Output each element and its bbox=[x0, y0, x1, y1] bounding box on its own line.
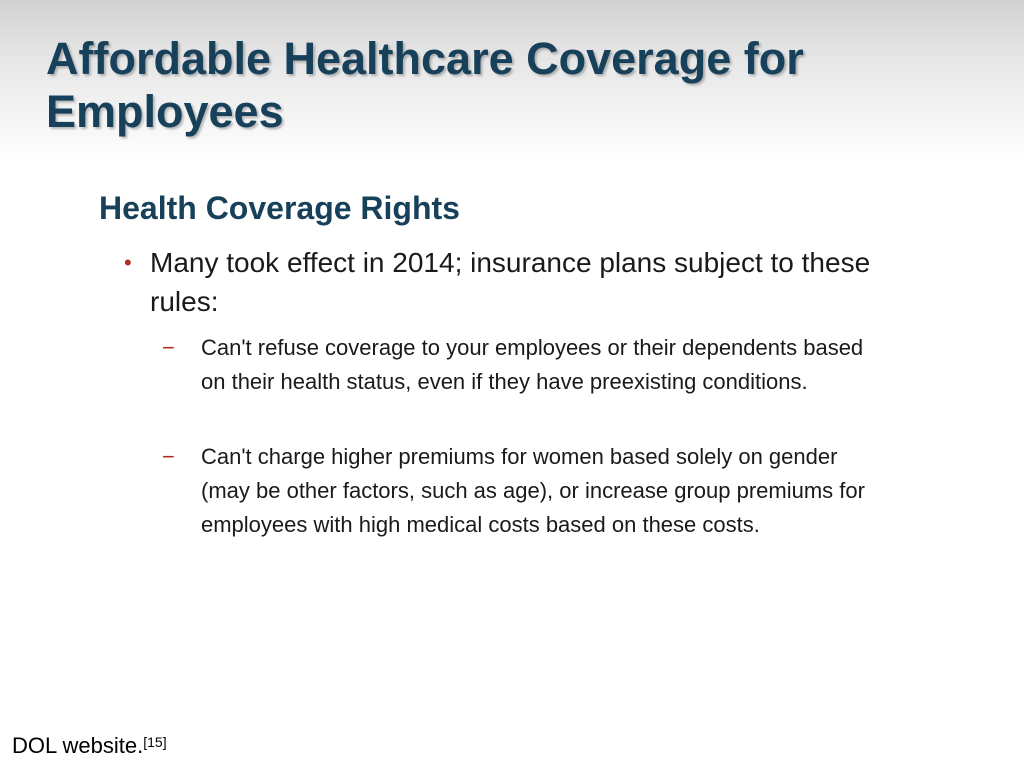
dash-marker: − bbox=[162, 444, 175, 469]
section-heading: Health Coverage Rights bbox=[99, 190, 460, 226]
citation-reference[interactable]: [15] bbox=[143, 734, 167, 750]
slide-title: Affordable Healthcare Coverage for Employees bbox=[46, 33, 804, 137]
sub-bullet-text: Can't charge higher premiums for women based solely on gender (may be other factors, such as age), or increase group premiums for employees with high medical costs based on these costs. bbox=[201, 444, 865, 537]
source-text: DOL website. bbox=[12, 733, 144, 758]
dash-marker: − bbox=[162, 335, 175, 360]
sub-bullet-text: Can't refuse coverage to your employees or their dependents based on their health status, even if they have preexisting conditions. bbox=[201, 335, 864, 394]
bullet-marker: • bbox=[124, 250, 132, 275]
source-footnote bbox=[12, 731, 167, 761]
bullet-item bbox=[124, 243, 914, 321]
sub-bullet-item bbox=[162, 440, 892, 542]
bullet-text: Many took effect in 2014; insurance plans subject to these rules: bbox=[150, 247, 871, 317]
sub-bullet-item bbox=[162, 331, 892, 399]
